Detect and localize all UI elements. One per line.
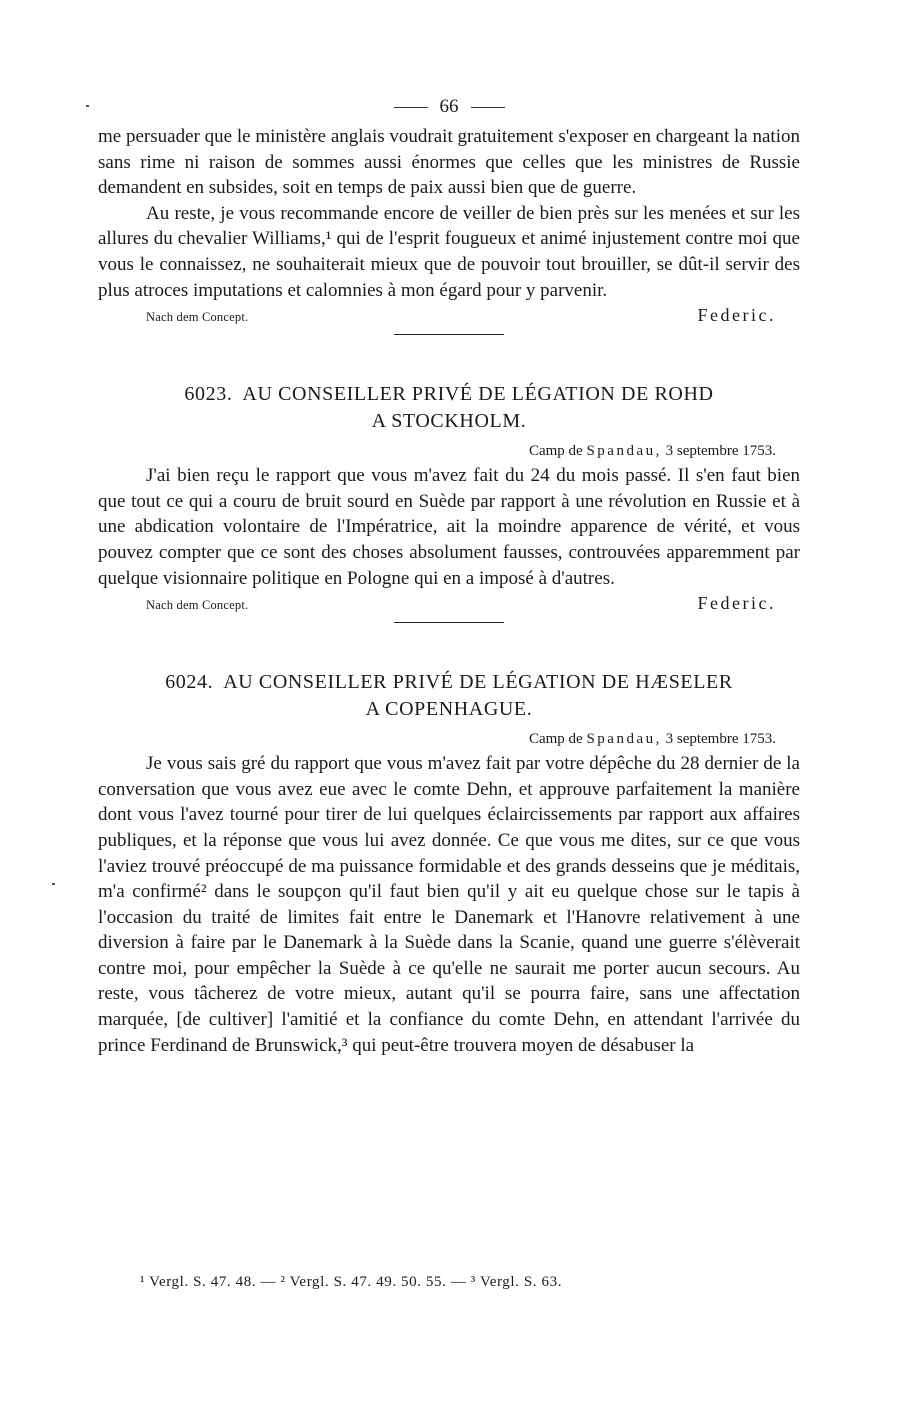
letter-number: 6024. <box>165 671 214 694</box>
dateline-date: 3 septembre 1753. <box>665 443 776 460</box>
letter-heading-line <box>98 381 800 408</box>
signature: Federic. <box>697 305 776 326</box>
source-note: Nach dem Concept. <box>146 598 249 613</box>
closing-line <box>98 593 800 614</box>
letter-heading <box>98 669 800 723</box>
dateline-place: Spandau, <box>586 731 662 748</box>
page-number-dash-right <box>471 107 505 108</box>
source-note: Nach dem Concept. <box>146 310 249 325</box>
dateline-prefix: Camp de <box>528 731 583 748</box>
continuation-paragraph: Au reste, je vous recommande encore de veiller de bien près sur les menées et sur les allures du chevalier Williams,¹ qui de l'esprit fougueux et animé injustement contre moi que vous le connaissez, ne souhaiterait mieux que de pouvoir tout brouiller, se dût-il servir des plus atroces imputations et calomnies à mon égard pour y parvenir. <box>98 202 800 301</box>
footnotes: ¹ Vergl. S. 47. 48. — ² Vergl. S. 47. 49. 50. 55. — ³ Vergl. S. 63. <box>140 1274 563 1290</box>
dateline <box>98 439 800 463</box>
page-number-dash-left <box>394 107 428 108</box>
letter-destination: A STOCKHOLM. <box>371 410 527 433</box>
letter-paragraph: Je vous sais gré du rapport que vous m'avez fait par votre dépêche du 28 dernier de la conversation que vous avez eue avec le comte Dehn, et approuve parfaitement la manière dont vous l'avez tourné pour tirer de lui quelques éclaircissements par rapport aux affaires publiques, et la réponse que vous lui avez donnée. Ce que vous me dites, sur ce que vous l'aviez trouvé préoccupé de ma puissance formidable et des grands desseins que je méditais, m'a confirmé² dans le soupçon qu'il faut bien qu'il y ait eu quelque chose sur le tapis à l'occasion du traité de limites fait entre le Danemark et l'Hanovre relativement à une diversion à faire par le Danemark à la Suède dans la Scanie, quand une guerre s'élèverait contre moi, pour empêcher la Suède à ce qu'elle ne saurait me porter aucun secours. Au reste, vous tâcherez de votre mieux, autant qu'il se pourra faire, sans une affectation marquée, [de cultiver] l'amitié et la confiance du comte Dehn, en attendant l'arrivée du prince Ferdinand de Brunswick,³ qui peut-être trouvera moyen de désabuser la <box>98 753 800 1056</box>
letter-number: 6023. <box>184 383 233 406</box>
letter-paragraph: J'ai bien reçu le rapport que vous m'avez fait du 24 du mois passé. Il s'en faut bien que tout ce qui a couru de bruit sourd en Suède par rapport à une révolution en Russie et à une abdication volontaire de l'Impératrice, ait la moindre apparence de vérité, et vous pouvez compter que ce sont des choses absolument fausses, controuvées apparemment par quelque visionnaire politique en Pologne qui en a imposé à d'autres. <box>98 465 800 589</box>
margin-mark <box>52 883 55 885</box>
letter-continuation <box>98 124 800 335</box>
dateline-prefix: Camp de <box>528 443 583 460</box>
page <box>98 92 800 1058</box>
letter-6023 <box>98 381 800 623</box>
letter-6024 <box>98 669 800 1058</box>
margin-mark <box>86 105 89 107</box>
closing-line <box>98 305 800 326</box>
section-divider <box>394 622 504 623</box>
dateline-place: Spandau, <box>586 443 662 460</box>
page-number <box>98 92 800 124</box>
page-number-text: 66 <box>439 96 459 117</box>
section-divider <box>394 334 504 335</box>
letter-addressee: AU CONSEILLER PRIVÉ DE LÉGATION DE ROHD <box>242 383 714 406</box>
continuation-paragraph: me persuader que le ministère anglais voudrait gratuitement s'exposer en chargeant la nation sans rime ni raison de sommes aussi énormes que celles que les ministres de Russie demandent en subsides, soit en temps de paix aussi bien que de guerre. <box>98 126 800 199</box>
letter-destination: A COPENHAGUE. <box>365 698 533 721</box>
dateline <box>98 727 800 751</box>
letter-heading-line <box>98 669 800 696</box>
signature: Federic. <box>697 593 776 614</box>
letter-addressee: AU CONSEILLER PRIVÉ DE LÉGATION DE HÆSELER <box>223 671 733 694</box>
dateline-date: 3 septembre 1753. <box>665 731 776 748</box>
letter-heading <box>98 381 800 435</box>
